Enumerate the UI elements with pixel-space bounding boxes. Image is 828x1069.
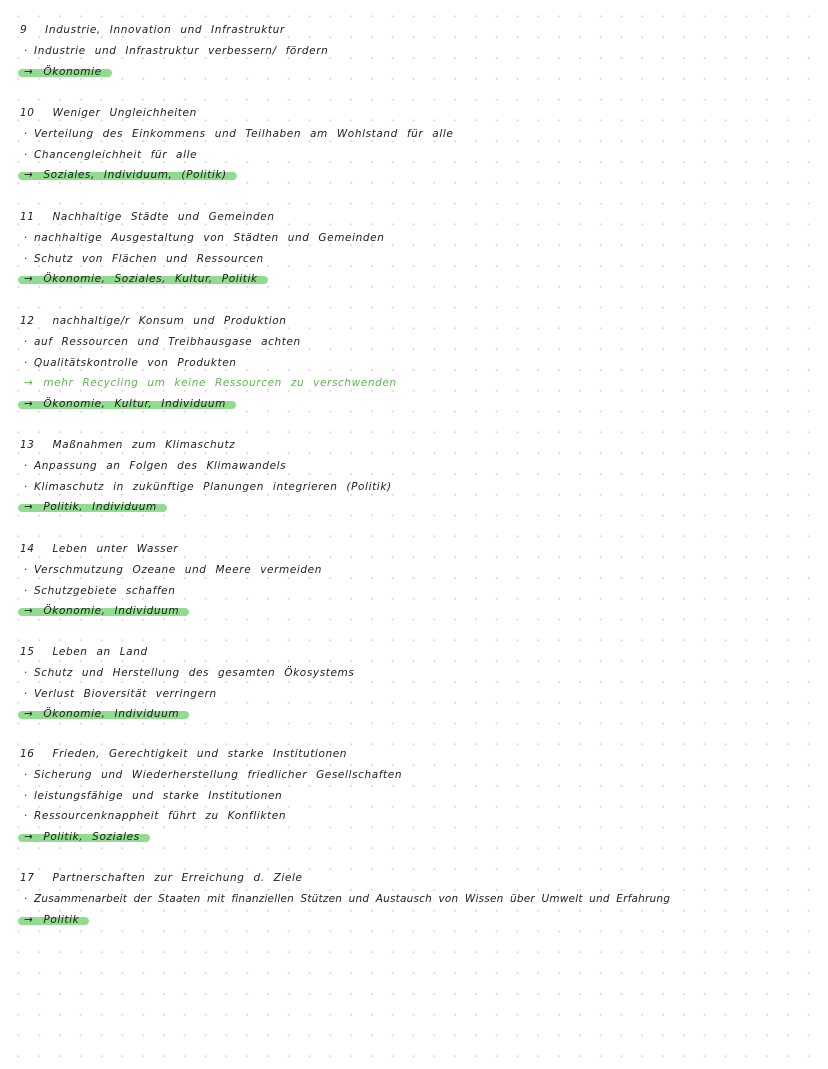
- section-heading: [20, 20, 820, 41]
- section-heading: [20, 868, 820, 889]
- section-15: [20, 642, 820, 725]
- highlight-marker: [18, 62, 112, 83]
- section-heading: [20, 435, 820, 456]
- section-17: [20, 868, 820, 930]
- section-16: [20, 744, 820, 848]
- tag-line: [20, 910, 820, 931]
- bullet-list: [20, 560, 820, 602]
- tag-line: [20, 601, 820, 622]
- bullet-item: · Ressourcenknappheit führt zu Konflikten: [20, 806, 820, 827]
- section-number: 13: [20, 439, 35, 451]
- highlight-marker: [18, 497, 167, 518]
- section-number: 17: [20, 872, 35, 884]
- arrow-icon: →: [24, 398, 34, 411]
- arrow-icon: →: [24, 169, 34, 182]
- section-title: Leben an Land: [52, 646, 148, 658]
- tags-text: Ökonomie, Individuum: [43, 708, 180, 721]
- arrow-icon: →: [24, 273, 34, 286]
- section-title: Industrie, Innovation und Infrastruktur: [45, 24, 285, 36]
- section-title: nachhaltige/r Konsum und Produktion: [52, 315, 287, 327]
- arrow-icon: →: [24, 605, 34, 618]
- tags-text: Ökonomie, Individuum: [43, 605, 180, 618]
- bullet-item: · Verschmutzung Ozeane und Meere vermeiden: [20, 560, 820, 581]
- section-title: Leben unter Wasser: [52, 543, 179, 555]
- bullet-list: [20, 124, 820, 166]
- bullet-list: [20, 889, 820, 910]
- tags-text: Soziales, Individuum, (Politik): [43, 169, 227, 182]
- section-number: 14: [20, 543, 35, 555]
- tag-line: [20, 269, 820, 290]
- tag-line: [20, 62, 820, 83]
- bullet-item: · Sicherung und Wiederherstellung friedlicher Gesellschaften: [20, 765, 820, 786]
- tags-text: Politik, Soziales: [43, 831, 140, 844]
- bullet-list: [20, 228, 820, 270]
- section-title: Frieden, Gerechtigkeit und starke Institutionen: [52, 748, 348, 760]
- highlight-marker: [18, 165, 237, 186]
- arrow-icon: →: [24, 65, 34, 78]
- bullet-list: [20, 41, 820, 62]
- bullet-list: [20, 765, 820, 827]
- section-heading: [20, 539, 820, 560]
- bullet-item: · Klimaschutz in zukünftige Planungen integrieren (Politik): [20, 477, 820, 498]
- highlight-marker: [18, 269, 268, 290]
- section-title: Weniger Ungleichheiten: [52, 107, 197, 119]
- section-heading: [20, 744, 820, 765]
- bullet-list: [20, 663, 820, 705]
- bullet-list: [20, 456, 820, 498]
- tags-text: Politik: [43, 913, 80, 926]
- section-title: Maßnahmen zum Klimaschutz: [52, 439, 236, 451]
- section-10: [20, 103, 820, 186]
- arrow-icon: →: [24, 708, 34, 721]
- bullet-list: [20, 332, 820, 374]
- note-line: [20, 373, 820, 394]
- bullet-item: · Schutz von Flächen und Ressourcen: [20, 249, 820, 270]
- tags-text: Ökonomie, Soziales, Kultur, Politik: [43, 273, 258, 286]
- bullet-item: · leistungsfähige und starke Institutionen: [20, 786, 820, 807]
- tag-line: [20, 394, 820, 415]
- section-heading: [20, 311, 820, 332]
- tag-line: [20, 497, 820, 518]
- section-heading: [20, 207, 820, 228]
- tags-text: Ökonomie, Kultur, Individuum: [43, 398, 226, 411]
- bullet-item: · Schutz und Herstellung des gesamten Ökosystems: [20, 663, 820, 684]
- section-number: 12: [20, 315, 35, 327]
- highlight-marker: [18, 827, 150, 848]
- section-number: 10: [20, 107, 35, 119]
- bullet-item: · Qualitätskontrolle von Produkten: [20, 353, 820, 374]
- bullet-item: · Chancengleichheit für alle: [20, 145, 820, 166]
- tag-line: [20, 704, 820, 725]
- bullet-item: · nachhaltige Ausgestaltung von Städten und Gemeinden: [20, 228, 820, 249]
- section-14: [20, 539, 820, 622]
- section-title: Nachhaltige Städte und Gemeinden: [52, 211, 275, 223]
- section-number: 15: [20, 646, 35, 658]
- bullet-item: · Industrie und Infrastruktur verbessern/ fördern: [20, 41, 820, 62]
- highlight-marker: [18, 601, 189, 622]
- bullet-item: · Schutzgebiete schaffen: [20, 581, 820, 602]
- tags-text: Ökonomie: [43, 65, 102, 78]
- section-12: [20, 311, 820, 415]
- bullet-item: · auf Ressourcen und Treibhausgase achten: [20, 332, 820, 353]
- tags-text: Politik, Individuum: [43, 501, 157, 514]
- bullet-item: · Verteilung des Einkommens und Teilhaben am Wohlstand für alle: [20, 124, 820, 145]
- bullet-item: · Anpassung an Folgen des Klimawandels: [20, 456, 820, 477]
- arrow-icon: →: [24, 913, 34, 926]
- section-number: 16: [20, 748, 35, 760]
- highlight-marker: [18, 394, 236, 415]
- highlight-marker: [18, 704, 189, 725]
- section-9: [20, 20, 820, 82]
- tag-line: [20, 827, 820, 848]
- section-number: 9: [20, 24, 28, 36]
- note-text: mehr Recycling um keine Ressourcen zu verschwenden: [43, 377, 397, 390]
- section-11: [20, 207, 820, 290]
- arrow-icon: →: [24, 501, 34, 514]
- section-title: Partnerschaften zur Erreichung d. Ziele: [52, 872, 303, 884]
- section-number: 11: [20, 211, 35, 223]
- bullet-item: · Zusammenarbeit der Staaten mit finanziellen Stützen und Austausch von Wissen über Umwelt und Erfahrung: [20, 889, 820, 910]
- section-13: [20, 435, 820, 518]
- section-heading: [20, 103, 820, 124]
- section-heading: [20, 642, 820, 663]
- tag-line: [20, 165, 820, 186]
- highlight-marker: [18, 910, 89, 931]
- arrow-icon: →: [24, 831, 34, 844]
- bullet-item: · Verlust Bioversität verringern: [20, 684, 820, 705]
- arrow-icon: →: [24, 377, 34, 390]
